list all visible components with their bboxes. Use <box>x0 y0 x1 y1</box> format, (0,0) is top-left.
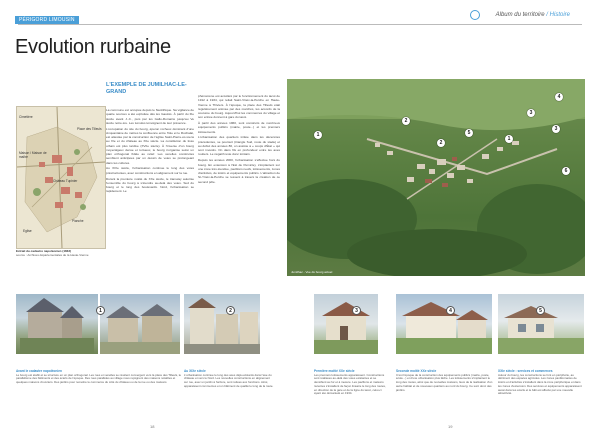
section-tag: PÉRIGORD LIMOUSIN <box>15 16 79 24</box>
photo-early-20th-house <box>314 294 378 354</box>
map-label-place-tilleuls: Place des Tilleuls <box>77 127 102 131</box>
aerial-caption: Jumilhac - Vue du bourg actuel <box>291 270 333 274</box>
aerial-drawing <box>287 79 585 276</box>
photo-heading: XXIe siècle : services et commerces <box>498 369 553 373</box>
paragraph: Au XIXe siècle, l'urbanisation continue le long des voies préstructurées, avec constructions en alignement sur la rue. <box>106 166 194 175</box>
map-label-eglise: Eglise <box>23 229 32 233</box>
photo-caption-2 <box>184 370 274 389</box>
paragraph: Depuis les années 2000, l'urbanisation s'effectue hors du bourg. En extension à l'Est de Pervicle), s'implantent sur une zone très étendue, pavillons neufs, lotissements, zones d'activités, de loisirs et équipements publics. L'attraction de St-Yrieix-la-Perche se ressent à travers la création de ce second pôle. <box>198 158 280 184</box>
map-caption-source: source : Archives départementales de la Haute-Vienne <box>16 253 89 257</box>
paragraph: La commune est occupée depuis le Néolithique. Sa vigilance de quatre sources a été exploitée dès les Gaulois. À partir du IIIe siècle avant J.-C., puis par les Gallo-Romains jusqu'au Ve siècle notre ère. Les tumulus témoignent de leur présence. <box>106 108 194 125</box>
map-label-chateau: Château Tupinier <box>53 179 78 183</box>
aerial-photo <box>287 79 585 276</box>
aerial-marker: 2 <box>437 139 445 147</box>
photo-text: Autour du bourg, les constructions se font en périphérie, au détriment des espaces agricoles. Les zones pavillonnaires de loisirs et d'activités s'installent dans la zone périphérique et dans les zones d'extension. Des services et équipements apparaissent aussi dans les écarts et le bâti est affecté par une nouvelle attractivité. <box>498 372 582 396</box>
photo-19th-street <box>184 294 260 354</box>
aerial-marker: 1 <box>505 135 513 143</box>
aerial-marker: 4 <box>555 93 563 101</box>
aerial-marker: 5 <box>465 129 473 137</box>
photo-late-20th-buildings <box>396 294 492 354</box>
breadcrumb-album: Album du territoire <box>495 12 545 18</box>
photo-caption-3 <box>314 370 388 396</box>
photo-text: Les premiers lotissements apparaissent. Constructions sont réalisées au-delà des voies existantes et se densifient au fur et à mesure. Les pavillons et maisons récentes s'installent de façon linéaire le long des routes, en direction de la gare et de la ligne du tacot, celui-ci ayant été démantelé en 1934. <box>314 372 386 396</box>
paragraph: L'occupation du site du bourg, éperon rocheux dominant d'une cinquantaine de mètres la confluence entre l'Isle et le Ruchalat, est attestée par la construction de l'église Saint-Pierre-ès-Liens au XIe et du château au XIIe siècle. La constitution du tissu urbain est plus tardive (XVIIe siècle). À l'inverse d'un bourg moyenâgeux dense et tortueux, le bourg s'organise selon un plan orthogonal fidèle au relief. Les venelles construites semblent anticipées par un dessin de voies se prolongeant dans les cultures. <box>106 126 194 165</box>
article-column-2 <box>198 94 280 185</box>
photo-caption-5 <box>498 370 584 396</box>
photo-marker: 5 <box>536 306 545 315</box>
map-label-planche: Planche <box>72 219 84 223</box>
photo-21st-services <box>498 294 584 354</box>
map-caption <box>16 249 111 257</box>
map-label-cimetiere: Cimetière <box>19 115 33 119</box>
photo-castle <box>16 294 98 354</box>
paragraph: phénomène est accéléré par le fonctionnement du tacot de 1912 à 1934, qui reliait Saint-Vrieix-la-Perche en Haute-Vienne à Thiviers. À l'époque, la place des Tilleuls était régulièrement animée par des marchés, les accords de la coutume du bourg. Aujourd'hui les commerces du village et son entrée donnent à gare du tacot. <box>198 94 280 120</box>
article-column-1 <box>106 108 194 195</box>
photo-heading: Au XIXe siècle <box>184 369 206 373</box>
page-number-left: 18 <box>150 424 155 429</box>
article-subhead: L'EXEMPLE DE JUMILHAC-LE-GRAND <box>106 82 187 95</box>
aerial-marker: 1 <box>314 131 322 139</box>
aerial-marker: 3 <box>552 125 560 133</box>
photo-old-houses <box>100 294 180 354</box>
header-breadcrumb <box>496 12 570 18</box>
photo-marker: 3 <box>352 306 361 315</box>
paragraph: L'urbanisation des quartiers initiée dans les décennies précédentes, se poursuit (triangle Sud, route du stade) et au début des années 80, on assiste à « coups d'État » qui sont investis. On dans fils en profondeur entre les axes routiers. Le négatif reste donc lointain. <box>198 135 280 157</box>
map-caption-title: Extrait du cadastre napoléonien (1833) <box>16 249 72 253</box>
paragraph: À partir des années 1960, sont construits de nombreux équipements publics (mairie, poste...) et les premiers lotissements. <box>198 121 280 134</box>
breadcrumb-separator: / <box>544 12 550 18</box>
photo-text: L'urbanisation continue le long des axes déjà existants dans l'axe du château et vers le Nord. Les nouvelles constructions en alignement sur rue, avec un jardin à l'arrière, sont reliées aux fonctions. Ainsi, apparaissent commerces et un bâtiment de qualité le long de la route. <box>184 372 274 388</box>
photo-marker: 4 <box>446 306 455 315</box>
photo-heading: Première moitié XXe siècle <box>314 369 355 373</box>
aerial-marker: 6 <box>562 167 570 175</box>
paragraph: Durant la première moitié du XXe siècle, le tramway autorise l'ensemble du bourg à s'étendre au-delà des voies. Sud du bourg et le long des boulevards. Nord, l'urbanisation se rapidement. Le <box>106 176 194 194</box>
map-label-maison: Maison / Maison de maître <box>19 151 47 159</box>
aerial-marker: 3 <box>527 109 535 117</box>
header-rule <box>18 24 582 25</box>
page-number-right: 19 <box>448 424 453 429</box>
photo-caption-4 <box>396 370 496 392</box>
photo-text: Le bourg est établi et se structure en un plan orthogonal. Les rues et venelles se révèlent convergent vers la place des Tilleuls, le parallélisme des bâtiments et des écarts de l'époque. Des rues parallèles au village nous rejoignent des maisons notables et quelques maisons d'ouvriers. Des jardins pour remettre le commerce du côté du château ou de la rue ou des maisons <box>16 372 182 385</box>
photo-marker: 2 <box>226 306 235 315</box>
cadastre-map <box>16 106 106 249</box>
photo-marker: 1 <box>96 306 105 315</box>
photo-heading: Seconde moitié XXe siècle <box>396 369 437 373</box>
aerial-marker: 2 <box>402 117 410 125</box>
breadcrumb-section: Histoire <box>549 12 570 18</box>
photo-text: C'est l'époque de la construction des équipements publics (mairie, poste, école...) et d'une urbanisation plus lâche. Les lotissements s'implantent le long des routes, ainsi que de nouvelles maisons, lieux de la réalisation d'un autre habitat et de nouveaux quartiers au nord du bourg. Ce sont donc des jardins. <box>396 372 493 392</box>
photo-caption-1 <box>16 370 182 385</box>
photo-heading: Avant le cadastre napoléonien <box>16 369 62 373</box>
album-icon <box>470 10 480 20</box>
page-title: Evolution rurbaine <box>15 36 171 58</box>
